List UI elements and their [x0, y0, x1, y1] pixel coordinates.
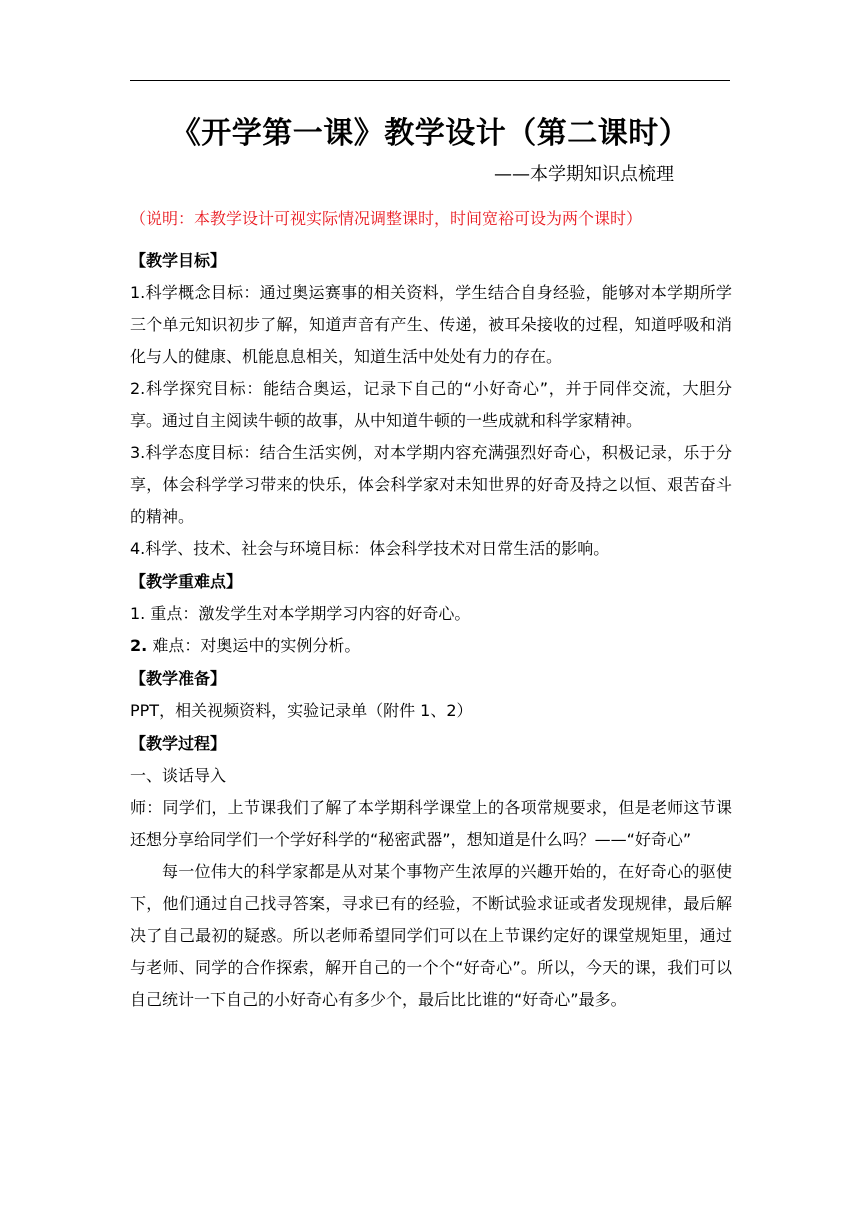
goal-attitude: 3.科学态度目标：结合生活实例，对本学期内容充满强烈好奇心，积极记录，乐于分享，体会科学学习带来的快乐，体会科学家对未知世界的好奇及持之以恒、艰苦奋斗的精神。	[130, 443, 732, 526]
preparation-text: PPT，相关视频资料，实验记录单（附件 1、2）	[130, 701, 473, 720]
preparation-heading: 【教学准备】	[130, 669, 227, 688]
teacher-speech: 师：同学们，上节课我们了解了本学期科学课堂上的各项常规要求，但是老师这节课还想分享给同学们一个学好科学的“秘密武器”，想知道是什么吗？——“好奇心”	[130, 798, 732, 849]
key-point-1-number: 1.	[130, 604, 146, 623]
process-heading: 【教学过程】	[130, 734, 227, 753]
intro-paragraph: 每一位伟大的科学家都是从对某个事物产生浓厚的兴趣开始的，在好奇心的驱使下，他们通过自己找寻答案，寻求已有的经验，不断试验求证或者发现规律，最后解决了自己最初的疑惑。所以老师希望同学们可以在上节课约定好的课堂规矩里，通过与老师、同学的合作探索，解开自己的一个个“好奇心”。所以，今天的课，我们可以自己统计一下自己的小好奇心有多少个，最后比比谁的“好奇心”最多。	[130, 862, 732, 1009]
goal-concept: 1.科学概念目标：通过奥运赛事的相关资料，学生结合自身经验，能够对本学期所学三个单元知识初步了解，知道声音有产生、传递，被耳朵接收的过程，知道呼吸和消化与人的健康、机能息息相关，知道生活中处处有力的存在。	[130, 283, 732, 366]
goals-heading: 【教学目标】	[130, 251, 227, 270]
header-rule	[130, 80, 730, 81]
instruction-note: （说明：本教学设计可视实际情况调整课时，时间宽裕可设为两个课时）	[130, 209, 643, 228]
key-point-1	[130, 598, 732, 630]
document-body	[130, 244, 732, 1016]
key-point-1-text: 重点：激发学生对本学期学习内容的好奇心。	[150, 604, 471, 623]
goal-stse: 4.科学、技术、社会与环境目标：体会科学技术对日常生活的影响。	[130, 539, 610, 558]
document-subtitle: ——本学期知识点梳理	[494, 164, 674, 185]
goal-inquiry: 2.科学探究目标：能结合奥运，记录下自己的“小好奇心”，并于同伴交流，大胆分享。通过自主阅读牛顿的故事，从中知道牛顿的一些成就和科学家精神。	[130, 379, 732, 430]
key-point-2-text: 难点：对奥运中的实例分析。	[152, 636, 361, 655]
key-point-2	[130, 630, 732, 662]
step-intro-title: 一、谈话导入	[130, 766, 227, 785]
key-point-2-number: 2.	[130, 636, 148, 655]
key-points-heading: 【教学重难点】	[130, 572, 243, 591]
document-title: 《开学第一课》教学设计（第二课时）	[170, 116, 690, 151]
